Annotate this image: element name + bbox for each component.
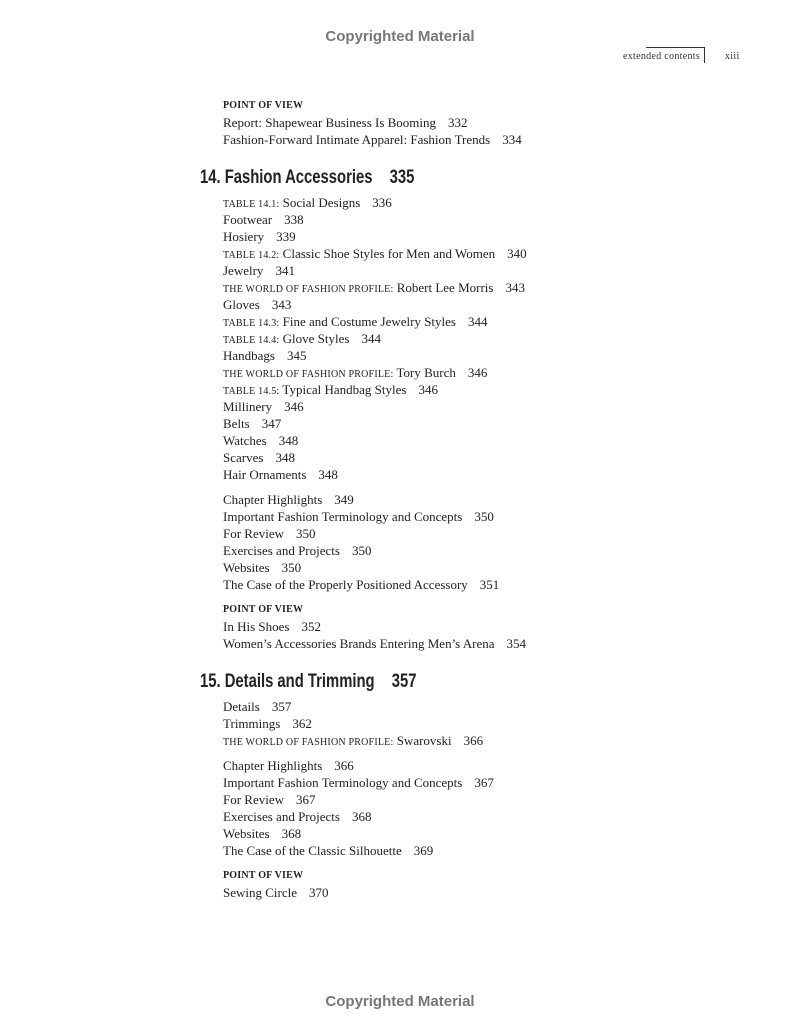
running-head-label: extended contents <box>623 51 701 62</box>
entry-page: 350 <box>296 526 316 541</box>
entry-page: 345 <box>287 348 307 363</box>
chapter-title: 14. Fashion Accessories <box>200 167 373 188</box>
toc-entry <box>223 211 760 228</box>
entry-title: Social Designs <box>282 195 361 210</box>
header-rule <box>646 47 705 48</box>
entry-page: 347 <box>261 416 282 431</box>
toc-group <box>200 194 760 483</box>
entry-title: The Case of the Classic Silhouette <box>223 843 402 858</box>
entry-page: 366 <box>463 733 484 748</box>
watermark-bottom: Copyrighted Material <box>325 993 475 1010</box>
entry-page: 348 <box>278 433 299 448</box>
entry-title: Exercises and Projects <box>223 809 340 824</box>
entry-title: Tory Burch <box>396 365 456 380</box>
toc-entry <box>223 576 760 593</box>
point-of-view-label: POINT OF VIEW <box>223 604 304 615</box>
table-of-contents <box>200 97 760 901</box>
entry-page: 370 <box>309 885 329 900</box>
toc-entry <box>223 466 760 483</box>
entry-title: Scarves <box>223 450 264 465</box>
entry-prefix: TABLE 14.4: <box>223 335 280 346</box>
toc-entry <box>223 774 760 791</box>
entry-title: Important Fashion Terminology and Concepts <box>223 509 463 524</box>
entry-title: Chapter Highlights <box>223 492 323 507</box>
entry-title: Women’s Accessories Brands Entering Men’s Arena <box>223 636 495 651</box>
toc-group <box>200 491 760 593</box>
toc-group <box>200 867 760 901</box>
toc-entry <box>223 228 760 245</box>
entry-page: 346 <box>284 399 304 414</box>
entry-page: 350 <box>281 560 302 575</box>
entry-title: Websites <box>223 560 270 575</box>
watermark-top: Copyrighted Material <box>325 28 475 45</box>
entry-page: 346 <box>418 382 438 397</box>
toc-entry <box>223 415 760 432</box>
entry-title: Handbags <box>223 348 275 363</box>
toc-entry <box>223 884 760 901</box>
entry-page: 350 <box>474 509 494 524</box>
entry-prefix: TABLE 14.2: <box>223 250 280 261</box>
entry-prefix: THE WORLD OF FASHION PROFILE: <box>223 369 394 380</box>
page-number: xiii <box>725 51 740 62</box>
entry-page: 343 <box>505 280 525 295</box>
entry-page: 346 <box>467 365 488 380</box>
entry-page: 350 <box>351 543 372 558</box>
entry-title: Websites <box>223 826 270 841</box>
toc-entry <box>223 715 760 732</box>
entry-prefix: TABLE 14.3: <box>223 318 280 329</box>
toc-entry <box>223 542 760 559</box>
toc-entry <box>223 364 760 381</box>
toc-entry <box>223 842 760 859</box>
toc-entry <box>223 757 760 774</box>
entry-page: 349 <box>334 492 354 507</box>
running-head <box>590 49 740 63</box>
entry-page: 367 <box>474 775 494 790</box>
entry-title: Swarovski <box>396 733 452 748</box>
entry-page: 336 <box>372 195 392 210</box>
header-divider <box>704 47 705 63</box>
toc-entry <box>223 381 760 398</box>
toc-entry <box>223 296 760 313</box>
toc-entry <box>223 559 760 576</box>
toc-entry <box>223 508 760 525</box>
entry-title: Classic Shoe Styles for Men and Women <box>282 246 496 261</box>
entry-title: Gloves <box>223 297 260 312</box>
toc-entry <box>223 313 760 330</box>
toc-entry <box>223 330 760 347</box>
entry-prefix: THE WORLD OF FASHION PROFILE: <box>223 284 394 295</box>
toc-entry <box>223 279 760 296</box>
chapter-page: 335 <box>389 167 415 188</box>
entry-title: The Case of the Properly Positioned Accessory <box>223 577 468 592</box>
entry-title: Sewing Circle <box>223 885 298 900</box>
toc-entry <box>223 525 760 542</box>
entry-page: 339 <box>276 229 296 244</box>
entry-title: Hair Ornaments <box>223 467 307 482</box>
entry-title: Typical Handbag Styles <box>282 382 407 397</box>
toc-entry <box>223 194 760 211</box>
entry-title: Exercises and Projects <box>223 543 340 558</box>
toc-entry <box>223 347 760 364</box>
chapter-page: 357 <box>391 671 417 692</box>
entry-title: Important Fashion Terminology and Concepts <box>223 775 463 790</box>
entry-page: 368 <box>351 809 372 824</box>
entry-page: 368 <box>281 826 302 841</box>
entry-prefix: TABLE 14.1: <box>223 199 280 210</box>
chapter-heading <box>200 670 637 694</box>
entry-title: Trimmings <box>223 716 281 731</box>
entry-page: 352 <box>301 619 321 634</box>
toc-group <box>200 601 760 652</box>
entry-title: For Review <box>223 526 285 541</box>
entry-page: 332 <box>448 115 468 130</box>
entry-page: 362 <box>292 716 312 731</box>
entry-title: Millinery <box>223 399 273 414</box>
chapter-title: 15. Details and Trimming <box>200 671 375 692</box>
toc-entry <box>223 732 760 749</box>
entry-title: Chapter Highlights <box>223 758 323 773</box>
entry-page: 367 <box>296 792 316 807</box>
toc-group <box>200 698 760 749</box>
entry-page: 343 <box>271 297 292 312</box>
entry-title: In His Shoes <box>223 619 290 634</box>
entry-page: 348 <box>318 467 338 482</box>
entry-title: Robert Lee Morris <box>396 280 494 295</box>
toc-entry <box>223 449 760 466</box>
entry-page: 369 <box>413 843 434 858</box>
entry-page: 340 <box>507 246 527 261</box>
entry-title: Glove Styles <box>282 331 350 346</box>
entry-page: 344 <box>361 331 381 346</box>
toc-entry <box>223 635 760 652</box>
entry-page: 357 <box>271 699 292 714</box>
entry-page: 351 <box>479 577 500 592</box>
toc-group <box>200 757 760 859</box>
toc-entry <box>223 432 760 449</box>
toc-entry <box>223 131 760 148</box>
toc-entry <box>223 491 760 508</box>
entry-title: Watches <box>223 433 267 448</box>
point-of-view-label: POINT OF VIEW <box>223 100 304 111</box>
entry-page: 348 <box>275 450 295 465</box>
entry-page: 334 <box>502 132 522 147</box>
entry-title: Hosiery <box>223 229 265 244</box>
toc-entry <box>223 618 760 635</box>
toc-entry <box>223 245 760 262</box>
entry-title: Belts <box>223 416 250 431</box>
toc-entry <box>223 825 760 842</box>
entry-title: For Review <box>223 792 285 807</box>
toc-entry <box>223 808 760 825</box>
entry-page: 366 <box>334 758 354 773</box>
entry-title: Details <box>223 699 260 714</box>
entry-page: 338 <box>284 212 304 227</box>
entry-page: 344 <box>467 314 488 329</box>
entry-page: 341 <box>275 263 295 278</box>
toc-entry <box>223 698 760 715</box>
toc-entry <box>223 398 760 415</box>
entry-title: Fine and Costume Jewelry Styles <box>282 314 456 329</box>
toc-entry <box>223 262 760 279</box>
toc-entry <box>223 791 760 808</box>
point-of-view-label: POINT OF VIEW <box>223 870 304 881</box>
entry-title: Jewelry <box>223 263 264 278</box>
entry-title: Report: Shapewear Business Is Booming <box>223 115 437 130</box>
entry-page: 354 <box>506 636 527 651</box>
entry-prefix: THE WORLD OF FASHION PROFILE: <box>223 737 394 748</box>
entry-title: Footwear <box>223 212 273 227</box>
toc-group <box>200 97 760 148</box>
entry-title: Fashion-Forward Intimate Apparel: Fashion Trends <box>223 132 491 147</box>
entry-prefix: TABLE 14.5: <box>223 386 280 397</box>
chapter-heading <box>200 166 637 190</box>
toc-entry <box>223 114 760 131</box>
